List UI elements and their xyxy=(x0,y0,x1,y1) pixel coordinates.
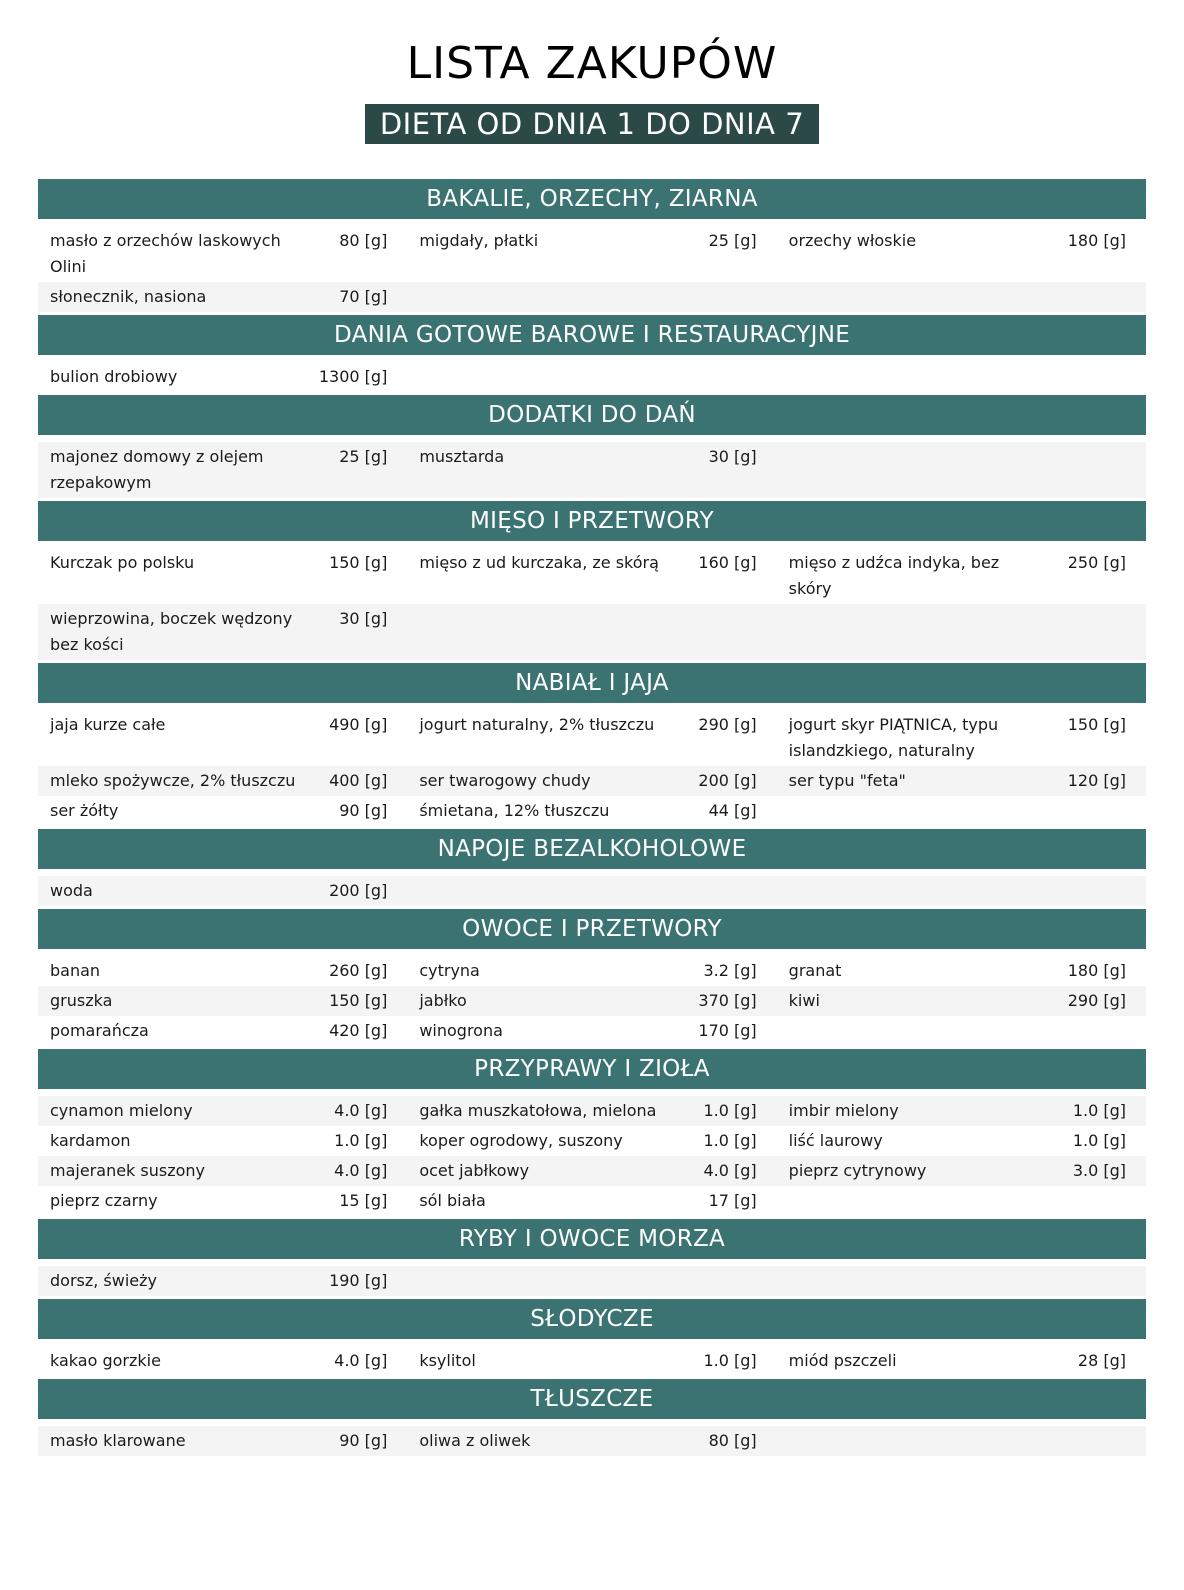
item-name: miód pszczeli xyxy=(788,1351,897,1371)
item-row xyxy=(38,1266,1146,1296)
item-slot xyxy=(777,284,1146,310)
section xyxy=(38,179,1146,312)
item-slot xyxy=(38,1158,407,1184)
item-name: jaja kurze całe xyxy=(50,715,166,735)
item-qty: 120 [g] xyxy=(1067,771,1126,791)
item-row xyxy=(38,1016,1146,1046)
item-slot xyxy=(38,1188,407,1214)
item-qty: 44 [g] xyxy=(708,801,757,821)
section xyxy=(38,1299,1146,1376)
page-title: LISTA ZAKUPÓW xyxy=(406,38,778,89)
item-slot xyxy=(38,1098,407,1124)
item-qty: 15 [g] xyxy=(339,1191,388,1211)
item-qty: 1.0 [g] xyxy=(703,1131,757,1151)
item-slot xyxy=(38,364,407,390)
item-slot xyxy=(777,1428,1146,1454)
item-qty: 3.0 [g] xyxy=(1072,1161,1126,1181)
item-slot xyxy=(777,606,1146,658)
section xyxy=(38,663,1146,826)
item-name: ser typu "feta" xyxy=(788,771,906,791)
item-name: mleko spożywcze, 2% tłuszczu xyxy=(50,771,296,791)
item-name: pieprz cytrynowy xyxy=(788,1161,927,1181)
item-qty: 190 [g] xyxy=(329,1271,388,1291)
section-header: DANIA GOTOWE BAROWE I RESTAURACYJNE xyxy=(38,315,1146,355)
item-row xyxy=(38,282,1146,312)
item-slot xyxy=(407,606,776,658)
section xyxy=(38,1379,1146,1456)
item-row xyxy=(38,876,1146,906)
item-slot xyxy=(407,1158,776,1184)
item-slot xyxy=(407,364,776,390)
item-qty: 30 [g] xyxy=(708,447,757,467)
item-slot xyxy=(777,1158,1146,1184)
item-qty: 1.0 [g] xyxy=(1072,1101,1126,1121)
item-qty: 370 [g] xyxy=(698,991,757,1011)
item-name: gałka muszkatołowa, mielona xyxy=(419,1101,657,1121)
item-qty: 4.0 [g] xyxy=(334,1101,388,1121)
item-name: cytryna xyxy=(419,961,480,981)
section xyxy=(38,1219,1146,1296)
section xyxy=(38,501,1146,660)
item-name: majeranek suszony xyxy=(50,1161,206,1181)
item-slot xyxy=(407,798,776,824)
item-qty: 290 [g] xyxy=(1067,991,1126,1011)
item-qty: 25 [g] xyxy=(339,447,388,467)
item-slot xyxy=(407,1268,776,1294)
item-slot xyxy=(38,878,407,904)
item-name: musztarda xyxy=(419,447,505,467)
item-qty: 150 [g] xyxy=(1067,715,1126,735)
item-name: kiwi xyxy=(788,991,820,1011)
item-slot xyxy=(777,768,1146,794)
item-slot xyxy=(407,712,776,764)
item-qty: 260 [g] xyxy=(329,961,388,981)
item-qty: 170 [g] xyxy=(698,1021,757,1041)
item-name: jogurt naturalny, 2% tłuszczu xyxy=(419,715,655,735)
item-slot xyxy=(38,1128,407,1154)
section xyxy=(38,1049,1146,1216)
item-qty: 1.0 [g] xyxy=(703,1101,757,1121)
item-slot xyxy=(38,712,407,764)
item-row xyxy=(38,548,1146,604)
item-slot xyxy=(407,768,776,794)
subtitle-banner-wrap xyxy=(38,104,1146,144)
item-qty: 490 [g] xyxy=(329,715,388,735)
item-slot xyxy=(38,228,407,280)
item-slot xyxy=(407,444,776,496)
item-name: śmietana, 12% tłuszczu xyxy=(419,801,610,821)
item-name: majonez domowy z olejem rzepakowym xyxy=(50,447,264,493)
item-slot xyxy=(407,284,776,310)
item-name: granat xyxy=(788,961,842,981)
item-row xyxy=(38,1426,1146,1456)
item-qty: 4.0 [g] xyxy=(334,1161,388,1181)
item-name: oliwa z oliwek xyxy=(419,1431,531,1451)
item-slot xyxy=(777,550,1146,602)
item-name: mięso z ud kurczaka, ze skórą xyxy=(419,553,659,573)
item-qty: 25 [g] xyxy=(708,231,757,251)
item-qty: 17 [g] xyxy=(708,1191,757,1211)
section-header: BAKALIE, ORZECHY, ZIARNA xyxy=(38,179,1146,219)
item-slot xyxy=(38,284,407,310)
item-row xyxy=(38,796,1146,826)
item-name: sól biała xyxy=(419,1191,486,1211)
section-header: SŁODYCZE xyxy=(38,1299,1146,1339)
section xyxy=(38,909,1146,1046)
item-row xyxy=(38,956,1146,986)
item-name: pomarańcza xyxy=(50,1021,149,1041)
item-slot xyxy=(777,958,1146,984)
item-slot xyxy=(777,1348,1146,1374)
item-qty: 30 [g] xyxy=(339,609,388,629)
item-slot xyxy=(38,958,407,984)
item-slot xyxy=(407,958,776,984)
item-qty: 250 [g] xyxy=(1067,553,1126,573)
section-header: DODATKI DO DAŃ xyxy=(38,395,1146,435)
item-slot xyxy=(38,1268,407,1294)
item-qty: 4.0 [g] xyxy=(703,1161,757,1181)
section-header: NABIAŁ I JAJA xyxy=(38,663,1146,703)
item-slot xyxy=(38,768,407,794)
item-row xyxy=(38,362,1146,392)
item-row xyxy=(38,1126,1146,1156)
item-slot xyxy=(407,1018,776,1044)
item-name: woda xyxy=(50,881,93,901)
item-qty: 200 [g] xyxy=(698,771,757,791)
item-row xyxy=(38,1186,1146,1216)
item-name: masło z orzechów laskowych Olini xyxy=(50,231,281,277)
item-name: winogrona xyxy=(419,1021,503,1041)
item-row xyxy=(38,226,1146,282)
item-row xyxy=(38,1346,1146,1376)
item-name: kardamon xyxy=(50,1131,131,1151)
item-slot xyxy=(777,1098,1146,1124)
item-slot xyxy=(777,1128,1146,1154)
item-name: banan xyxy=(50,961,101,981)
item-qty: 70 [g] xyxy=(339,287,388,307)
item-name: cynamon mielony xyxy=(50,1101,193,1121)
item-name: Kurczak po polsku xyxy=(50,553,195,573)
item-slot xyxy=(38,1428,407,1454)
shopping-list xyxy=(38,179,1146,1456)
item-qty: 150 [g] xyxy=(329,553,388,573)
item-qty: 3.2 [g] xyxy=(703,961,757,981)
item-slot xyxy=(38,606,407,658)
item-name: liść laurowy xyxy=(788,1131,883,1151)
item-name: migdały, płatki xyxy=(419,231,539,251)
item-slot xyxy=(777,1188,1146,1214)
item-name: kakao gorzkie xyxy=(50,1351,161,1371)
item-qty: 80 [g] xyxy=(339,231,388,251)
item-slot xyxy=(407,1098,776,1124)
item-name: mięso z udźca indyka, bez skóry xyxy=(788,553,1000,599)
item-row xyxy=(38,1156,1146,1186)
item-name: masło klarowane xyxy=(50,1431,186,1451)
item-slot xyxy=(777,1018,1146,1044)
section-header: OWOCE I PRZETWORY xyxy=(38,909,1146,949)
item-slot xyxy=(777,444,1146,496)
item-name: imbir mielony xyxy=(788,1101,899,1121)
item-qty: 200 [g] xyxy=(329,881,388,901)
item-slot xyxy=(38,988,407,1014)
item-name: jogurt skyr PIĄTNICA, typu islandzkiego, naturalny xyxy=(788,715,999,761)
section xyxy=(38,315,1146,392)
item-slot xyxy=(777,988,1146,1014)
item-qty: 1300 [g] xyxy=(318,367,388,387)
item-slot xyxy=(777,712,1146,764)
item-slot xyxy=(38,1348,407,1374)
section-header: RYBY I OWOCE MORZA xyxy=(38,1219,1146,1259)
item-slot xyxy=(407,228,776,280)
item-name: orzechy włoskie xyxy=(788,231,917,251)
item-row xyxy=(38,986,1146,1016)
item-qty: 28 [g] xyxy=(1077,1351,1126,1371)
item-slot xyxy=(777,798,1146,824)
item-slot xyxy=(407,1428,776,1454)
item-slot xyxy=(777,878,1146,904)
item-slot xyxy=(38,444,407,496)
item-slot xyxy=(407,1348,776,1374)
section-header: PRZYPRAWY I ZIOŁA xyxy=(38,1049,1146,1089)
item-name: pieprz czarny xyxy=(50,1191,158,1211)
item-name: jabłko xyxy=(419,991,467,1011)
item-row xyxy=(38,710,1146,766)
item-slot xyxy=(407,988,776,1014)
item-qty: 150 [g] xyxy=(329,991,388,1011)
item-qty: 90 [g] xyxy=(339,801,388,821)
item-qty: 90 [g] xyxy=(339,1431,388,1451)
diet-range-banner: DIETA OD DNIA 1 DO DNIA 7 xyxy=(365,104,819,144)
item-name: ser żółty xyxy=(50,801,119,821)
item-slot xyxy=(777,228,1146,280)
item-qty: 1.0 [g] xyxy=(334,1131,388,1151)
item-slot xyxy=(407,1188,776,1214)
item-slot xyxy=(407,550,776,602)
section-header: NAPOJE BEZALKOHOLOWE xyxy=(38,829,1146,869)
section xyxy=(38,395,1146,498)
item-slot xyxy=(38,798,407,824)
item-name: ser twarogowy chudy xyxy=(419,771,591,791)
section xyxy=(38,829,1146,906)
item-qty: 290 [g] xyxy=(698,715,757,735)
item-name: dorsz, świeży xyxy=(50,1271,158,1291)
item-qty: 80 [g] xyxy=(708,1431,757,1451)
item-qty: 180 [g] xyxy=(1067,231,1126,251)
item-name: ocet jabłkowy xyxy=(419,1161,530,1181)
item-qty: 400 [g] xyxy=(329,771,388,791)
item-name: wieprzowina, boczek wędzony bez kości xyxy=(50,609,293,655)
section-header: TŁUSZCZE xyxy=(38,1379,1146,1419)
item-row xyxy=(38,442,1146,498)
item-row xyxy=(38,604,1146,660)
item-slot xyxy=(38,1018,407,1044)
item-slot xyxy=(407,878,776,904)
item-row xyxy=(38,766,1146,796)
item-name: ksylitol xyxy=(419,1351,476,1371)
item-qty: 160 [g] xyxy=(698,553,757,573)
item-name: słonecznik, nasiona xyxy=(50,287,207,307)
item-name: koper ogrodowy, suszony xyxy=(419,1131,623,1151)
item-slot xyxy=(777,364,1146,390)
item-qty: 180 [g] xyxy=(1067,961,1126,981)
item-name: gruszka xyxy=(50,991,113,1011)
item-slot xyxy=(777,1268,1146,1294)
section-header: MIĘSO I PRZETWORY xyxy=(38,501,1146,541)
item-qty: 1.0 [g] xyxy=(703,1351,757,1371)
item-slot xyxy=(38,550,407,602)
item-row xyxy=(38,1096,1146,1126)
item-qty: 420 [g] xyxy=(329,1021,388,1041)
item-slot xyxy=(407,1128,776,1154)
item-name: bulion drobiowy xyxy=(50,367,178,387)
item-qty: 4.0 [g] xyxy=(334,1351,388,1371)
item-qty: 1.0 [g] xyxy=(1072,1131,1126,1151)
